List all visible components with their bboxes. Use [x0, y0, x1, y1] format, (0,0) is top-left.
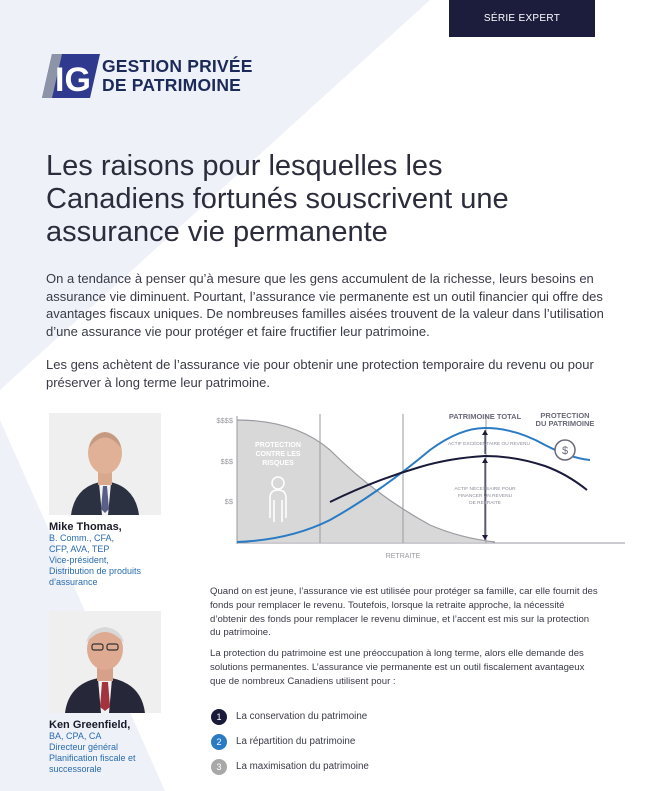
list-item-label: La répartition du patrimoine — [236, 736, 356, 747]
zone-label: CONTRE LES — [255, 451, 301, 458]
mike-thomas-photo — [49, 413, 161, 515]
author-name: Mike Thomas, — [49, 521, 122, 533]
logo-line1: GESTION PRIVÉE — [102, 56, 253, 76]
list-item — [211, 704, 369, 729]
ig-logo-icon — [42, 52, 100, 100]
intro-paragraph: On a tendance à penser qu’à mesure que les gens accumulent de la richesse, leurs besoins en assurance vie diminuent. Pourtant, l’assurance vie permanente est un outil financier qui offre des avantages fiscaux uniques. De nombreuses familles aisées trouvent de la valeur dans l’utilisation d’une assurance vie pour protéger et faire fructifier leur patrimoine. — [46, 271, 604, 339]
intro-paragraph-2: Les gens achètent de l’assurance vie pour obtenir une protection temporaire du revenu ou pour préserver à long terme leur patrimoine. — [46, 357, 594, 390]
chart-annotation: FINANCER UN REVENU — [457, 494, 513, 499]
arrow-head — [482, 535, 488, 540]
chart-annotation: DE RETRAITE — [469, 501, 501, 506]
zone-label: PROTECTION — [255, 442, 301, 449]
author-credential: B. Comm., CFA, — [49, 533, 115, 543]
logo-line2: DE PATRIMOINE — [102, 75, 242, 95]
portrait-image — [49, 611, 161, 713]
x-marker-label: RETRAITE — [385, 553, 421, 560]
list-item-label: La maximisation du patrimoine — [236, 761, 369, 772]
author-mike-thomas — [49, 521, 179, 588]
dollar-coin-icon: $ — [561, 445, 569, 457]
zone-label: RISQUES — [262, 460, 294, 467]
author-credential: BA, CPA, CA — [49, 731, 102, 741]
y-tick-label: $$$ — [220, 457, 233, 466]
author-credential: CFP, AVA, TEP — [49, 544, 110, 554]
y-tick-label: $$$$ — [216, 416, 233, 425]
author-title: d’assurance — [49, 577, 98, 587]
number-badge: 2 — [211, 734, 227, 750]
portrait-image — [49, 413, 161, 515]
y-tick-label: $$ — [224, 497, 233, 506]
ken-greenfield-photo — [49, 611, 161, 713]
list-item — [211, 729, 369, 754]
author-title: Vice-président, — [49, 555, 109, 565]
chart-top-label: PROTECTION — [540, 411, 590, 420]
logo — [42, 52, 253, 100]
logo-text — [102, 57, 253, 95]
number-badge: 3 — [211, 759, 227, 775]
body-paragraph-1: Quand on est jeune, l’assurance vie est utilisée pour protéger sa famille, car elle fournit des fonds pour remplacer le revenu. Toutefois, lorsque la retraite approche, la nécessité d’obtenir des fonds pour remplacer le revenu diminue, et l’accent est mis sur la protection du patrimoine. — [210, 586, 598, 639]
benefit-list — [211, 704, 369, 779]
chart-annotation: ACTIF EXCÉDENTAIRE OU REVENU — [447, 442, 531, 447]
arrow-head — [482, 430, 488, 435]
chart-annotation: ACTIF NÉCESSAIRE POUR — [454, 487, 516, 492]
author-title: Distribution de produits — [49, 566, 142, 576]
number-badge: 1 — [211, 709, 227, 725]
author-ken-greenfield — [49, 719, 179, 775]
list-item — [211, 754, 369, 779]
author-name: Ken Greenfield, — [49, 719, 131, 731]
logo-mark-text: IG — [55, 61, 91, 99]
author-title: successorale — [49, 764, 102, 774]
chart-top-label: PATRIMOINE TOTAL — [448, 412, 522, 421]
arrow-head — [482, 458, 488, 463]
page-title: Les raisons pour lesquelles les Canadiens fortunés souscrivent une assurance vie permanente — [46, 150, 509, 248]
list-item-label: La conservation du patrimoine — [236, 711, 368, 722]
author-title: Directeur général — [49, 742, 119, 752]
chart-top-label: DU PATRIMOINE — [535, 419, 595, 428]
series-badge: SÉRIE EXPERT — [449, 0, 595, 37]
protection-area — [237, 420, 495, 542]
wealth-protection-chart — [195, 410, 625, 565]
body-paragraph-2: La protection du patrimoine est une préoccupation à long terme, alors elle demande des solutions permanentes. L’assurance vie permanente est un outil fiscalement avantageux que de nombreux Canadiens utilisent pour : — [210, 648, 585, 687]
author-title: Planification fiscale et — [49, 753, 136, 763]
